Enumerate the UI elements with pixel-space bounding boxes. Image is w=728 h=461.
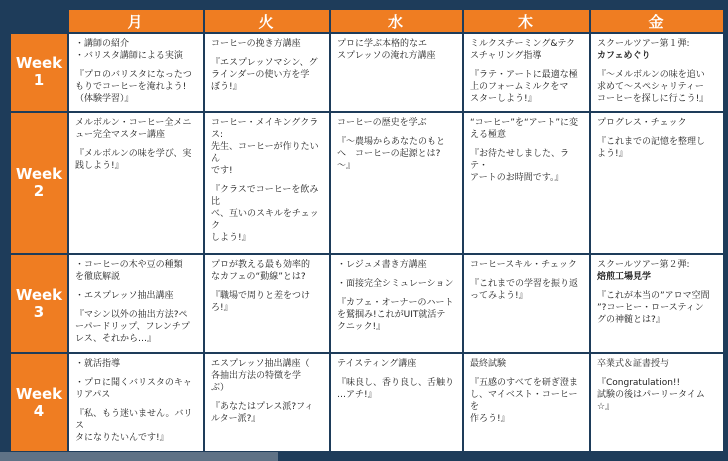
line-gap bbox=[75, 302, 197, 309]
cell-text-line: コーヒーの歴史を学ぶ bbox=[337, 117, 427, 128]
cell-text-line: “コーヒー”を“アート”に変 bbox=[470, 117, 579, 128]
cell-text-line: ・就活指導 bbox=[75, 359, 121, 370]
schedule-cell-week2-fri bbox=[591, 113, 723, 253]
cell-text-line: スチャリング指導 bbox=[470, 51, 542, 61]
week-row-1 bbox=[11, 34, 723, 111]
cell-text-line: ラインダーの使い方を学 bbox=[211, 70, 310, 80]
week-label-text: Week bbox=[15, 165, 63, 183]
cell-text-line: 『マシン以外の抽出方法?ペ bbox=[75, 310, 188, 321]
cell-text-line: プログレス・チェック bbox=[597, 117, 687, 128]
cell-text-line: ・プロに聞くバリスタのキャ bbox=[75, 378, 192, 389]
cell-text-line: ってみよう!』 bbox=[470, 291, 528, 302]
line-gap bbox=[211, 283, 323, 290]
cell-text-line: 『ラテ・アートに最適な極 bbox=[470, 70, 578, 80]
cell-text-line: し、マイベスト・コーヒーを bbox=[470, 390, 578, 413]
cell-text-line: 『エスプレッソマシン、グ bbox=[211, 58, 318, 68]
week-number: 2 bbox=[33, 182, 45, 200]
cell-text-line: ・面接完全シミュレーション bbox=[337, 279, 454, 290]
line-gap bbox=[470, 370, 583, 377]
schedule-cell-week3-mon bbox=[69, 255, 203, 352]
cell-text-line: リアパス bbox=[75, 390, 111, 401]
cell-text-line: 『〜農場からあなたのもと bbox=[337, 136, 446, 147]
cell-text-line: プロに学ぶ本格的なエ bbox=[337, 39, 428, 49]
schedule-cell-week4-fri bbox=[591, 354, 723, 451]
cell-text-line: 『クラスでコーヒーを飲み比 bbox=[211, 184, 319, 207]
week-row-4 bbox=[11, 354, 723, 451]
schedule-cell-week1-tue bbox=[205, 34, 329, 111]
cell-text-line: しよう!』 bbox=[211, 232, 251, 243]
cell-text-line: 『Congratulation!! bbox=[597, 378, 681, 389]
cell-text-line: スクールツアー第２弾: bbox=[597, 260, 690, 271]
line-gap bbox=[337, 271, 456, 278]
schedule-cell-week2-tue bbox=[205, 113, 329, 253]
cell-text-line: グの神髄とは?』 bbox=[597, 315, 665, 326]
cell-text-line: 『あなたはプレス派?フィ bbox=[211, 402, 314, 413]
cell-text-line: コーヒースキル・チェック bbox=[470, 260, 577, 271]
cell-text-line: ”?コーヒー・ロースティン bbox=[597, 303, 704, 314]
cell-text-line: コーヒーの挽き方講座 bbox=[211, 39, 301, 49]
line-gap bbox=[470, 62, 583, 69]
cell-text-line: です! bbox=[211, 165, 233, 176]
line-gap bbox=[337, 370, 456, 377]
week-number: 3 bbox=[33, 302, 45, 321]
cell-text-line: を徹底解説 bbox=[75, 272, 121, 283]
line-gap bbox=[75, 401, 197, 408]
cell-text-line: ミルクスチーミング&テク bbox=[470, 39, 576, 49]
cell-text-line: 『私、もう迷いません。バリス bbox=[75, 409, 193, 432]
cell-text-line: ぼう!』 bbox=[211, 82, 242, 92]
cell-text-line: える極意 bbox=[470, 129, 507, 140]
schedule-cell-week3-tue bbox=[205, 255, 329, 352]
line-gap bbox=[597, 129, 717, 136]
line-gap bbox=[337, 129, 456, 136]
cell-text-line: 『味良し、香り良し、舌触り bbox=[337, 378, 455, 389]
schedule-cell-week2-thu bbox=[464, 113, 589, 253]
schedule-cell-week2-wed bbox=[331, 113, 462, 253]
schedule-cell-week3-thu bbox=[464, 255, 589, 352]
bottom-strip bbox=[0, 452, 728, 461]
cell-text-line: テイスティング講座 bbox=[337, 359, 417, 370]
cell-text-line: メルボルン・コーヒー全メニ bbox=[75, 117, 192, 128]
day-header-mon: 月 bbox=[69, 10, 203, 32]
line-gap bbox=[211, 177, 323, 184]
line-gap bbox=[470, 271, 583, 278]
week-label-4 bbox=[11, 354, 67, 451]
cell-text-line: 『職場で周りと差をつけ bbox=[211, 291, 311, 302]
week-label-text: Week bbox=[15, 384, 63, 403]
cell-text-line: 作ろう!』 bbox=[470, 414, 510, 425]
cell-text-line: 最終試験 bbox=[470, 359, 507, 370]
cell-text-line: 焙煎工場見学 bbox=[597, 272, 652, 283]
schedule-cell-week1-fri bbox=[591, 34, 723, 111]
cell-text-line: なカフェの“動線”とは? bbox=[211, 272, 306, 283]
cell-text-line: （体験学習）』 bbox=[75, 94, 134, 104]
cell-text-line: 『これが本当の”アロマ空間 bbox=[597, 291, 710, 302]
cell-text-line: 『〜メルボルンの味を追い bbox=[597, 70, 705, 80]
cell-text-line: コーヒー・メイキングクラス: bbox=[211, 117, 319, 140]
cell-text-line: ・エスプレッソ抽出講座 bbox=[75, 291, 174, 302]
schedule-cell-week4-mon bbox=[69, 354, 203, 451]
weekly-schedule-table bbox=[9, 8, 725, 453]
line-gap bbox=[75, 283, 197, 290]
cell-text-line: ・バリスタ講師による実演 bbox=[75, 51, 183, 61]
line-gap bbox=[597, 62, 717, 69]
cell-text-line: ルター派?』 bbox=[211, 414, 261, 425]
schedule-cell-week1-thu bbox=[464, 34, 589, 111]
line-gap bbox=[75, 141, 197, 148]
cell-text-line: スクールツアー第１弾: bbox=[597, 39, 690, 49]
day-header-tue: 火 bbox=[205, 10, 329, 32]
cell-text-line: ュー完全マスター講座 bbox=[75, 129, 166, 140]
cell-text-line: 践しよう!』 bbox=[75, 160, 124, 171]
header-row bbox=[11, 10, 723, 32]
cell-text-line: 卒業式＆証書授与 bbox=[597, 359, 670, 370]
cell-text-line: べ、互いのスキルをチェック bbox=[211, 208, 319, 231]
cell-text-line: もりでコーヒーを淹れよう! bbox=[75, 82, 187, 92]
schedule-cell-week1-wed bbox=[331, 34, 462, 111]
schedule-cell-week4-thu bbox=[464, 354, 589, 451]
cell-text-line: よう!』 bbox=[597, 148, 628, 159]
cell-text-line: へ コーヒーの起源とは? bbox=[337, 148, 441, 159]
week-label-text: Week bbox=[15, 285, 63, 304]
day-header-thu: 木 bbox=[464, 10, 589, 32]
cell-text-line: スプレッソの淹れ方講座 bbox=[337, 51, 436, 61]
cell-text-line: ぶ） bbox=[211, 383, 230, 394]
cell-text-line: 〜』 bbox=[337, 160, 356, 171]
week-number: 4 bbox=[33, 401, 45, 420]
cell-text-line: 試験の後はパーリータイム bbox=[597, 390, 705, 401]
cell-text-line: タになりたいんです!』 bbox=[75, 433, 169, 444]
week-row-3 bbox=[11, 255, 723, 352]
day-header-fri: 金 bbox=[591, 10, 723, 32]
cell-text-line: コーヒーを探しに行こう!』 bbox=[597, 94, 709, 104]
cell-text-line: ・レジュメ書き方講座 bbox=[337, 260, 427, 271]
cell-text-line: 『カフェ・オーナーのハート bbox=[337, 298, 454, 309]
schedule-cell-week2-mon bbox=[69, 113, 203, 253]
cell-text-line: ろ!』 bbox=[211, 303, 233, 314]
line-gap bbox=[75, 62, 197, 69]
cell-text-line: 『五感のすべてを研ぎ澄ま bbox=[470, 378, 578, 389]
cell-text-line: ☆』 bbox=[597, 402, 615, 413]
schedule-cell-week3-wed bbox=[331, 255, 462, 352]
line-gap bbox=[597, 283, 717, 290]
cell-text-line: を鷲掴み!これがUIT就活テ bbox=[337, 310, 446, 321]
cell-text-line: クニック!』 bbox=[337, 322, 386, 333]
cell-text-line: ・講師の紹介 bbox=[75, 39, 130, 49]
line-gap bbox=[337, 290, 456, 297]
day-header-wed: 水 bbox=[331, 10, 462, 32]
week-label-1 bbox=[11, 34, 67, 111]
week-label-3 bbox=[11, 255, 67, 352]
cell-text-line: カフェめぐり bbox=[597, 51, 651, 61]
cell-text-line: 先生、コーヒーが作りたいん bbox=[211, 141, 319, 164]
cell-text-line: 『これまでの学習を振り返 bbox=[470, 279, 579, 290]
cell-text-line: 『プロのバリスタになったつ bbox=[75, 70, 192, 80]
cell-text-line: レス、それから…』 bbox=[75, 334, 157, 345]
schedule-cell-week1-mon bbox=[69, 34, 203, 111]
cell-text-line: ーパードリップ、フレンチプ bbox=[75, 322, 190, 333]
schedule-cell-week4-tue bbox=[205, 354, 329, 451]
line-gap bbox=[211, 394, 323, 401]
corner-cell bbox=[11, 10, 67, 32]
cell-text-line: 『これまでの記憶を整理し bbox=[597, 136, 706, 147]
cell-text-line: 『お待たせしました、ラテ・ bbox=[470, 148, 570, 171]
week-number: 1 bbox=[33, 71, 45, 90]
cell-text-line: プロが教える最も効率的 bbox=[211, 260, 311, 271]
cell-text-line: アートのお時間です。』 bbox=[470, 172, 564, 183]
cell-text-line: エスプレッソ抽出講座（ bbox=[211, 359, 310, 370]
line-gap bbox=[597, 370, 717, 377]
line-gap bbox=[75, 370, 197, 377]
schedule-cell-week4-wed bbox=[331, 354, 462, 451]
line-gap bbox=[470, 141, 583, 148]
cell-text-line: 求めて〜スペシャリティー bbox=[597, 82, 704, 92]
week-row-2 bbox=[11, 113, 723, 253]
line-gap bbox=[211, 50, 323, 57]
cell-text-line: 上のフォームミルクをマ bbox=[470, 82, 569, 92]
cell-text-line: …アチ!』 bbox=[337, 390, 377, 401]
cell-text-line: スターしよう!』 bbox=[470, 94, 537, 104]
cell-text-line: 『メルボルンの味を学び、実 bbox=[75, 148, 192, 159]
cell-text-line: ・コーヒーの木や豆の種類 bbox=[75, 260, 183, 271]
cell-text-line: 各抽出方法の特徴を学 bbox=[211, 371, 302, 382]
week-label-text: Week bbox=[15, 54, 63, 73]
schedule-cell-week3-fri bbox=[591, 255, 723, 352]
bottom-strip-highlight bbox=[0, 452, 278, 461]
week-label-2 bbox=[11, 113, 67, 253]
